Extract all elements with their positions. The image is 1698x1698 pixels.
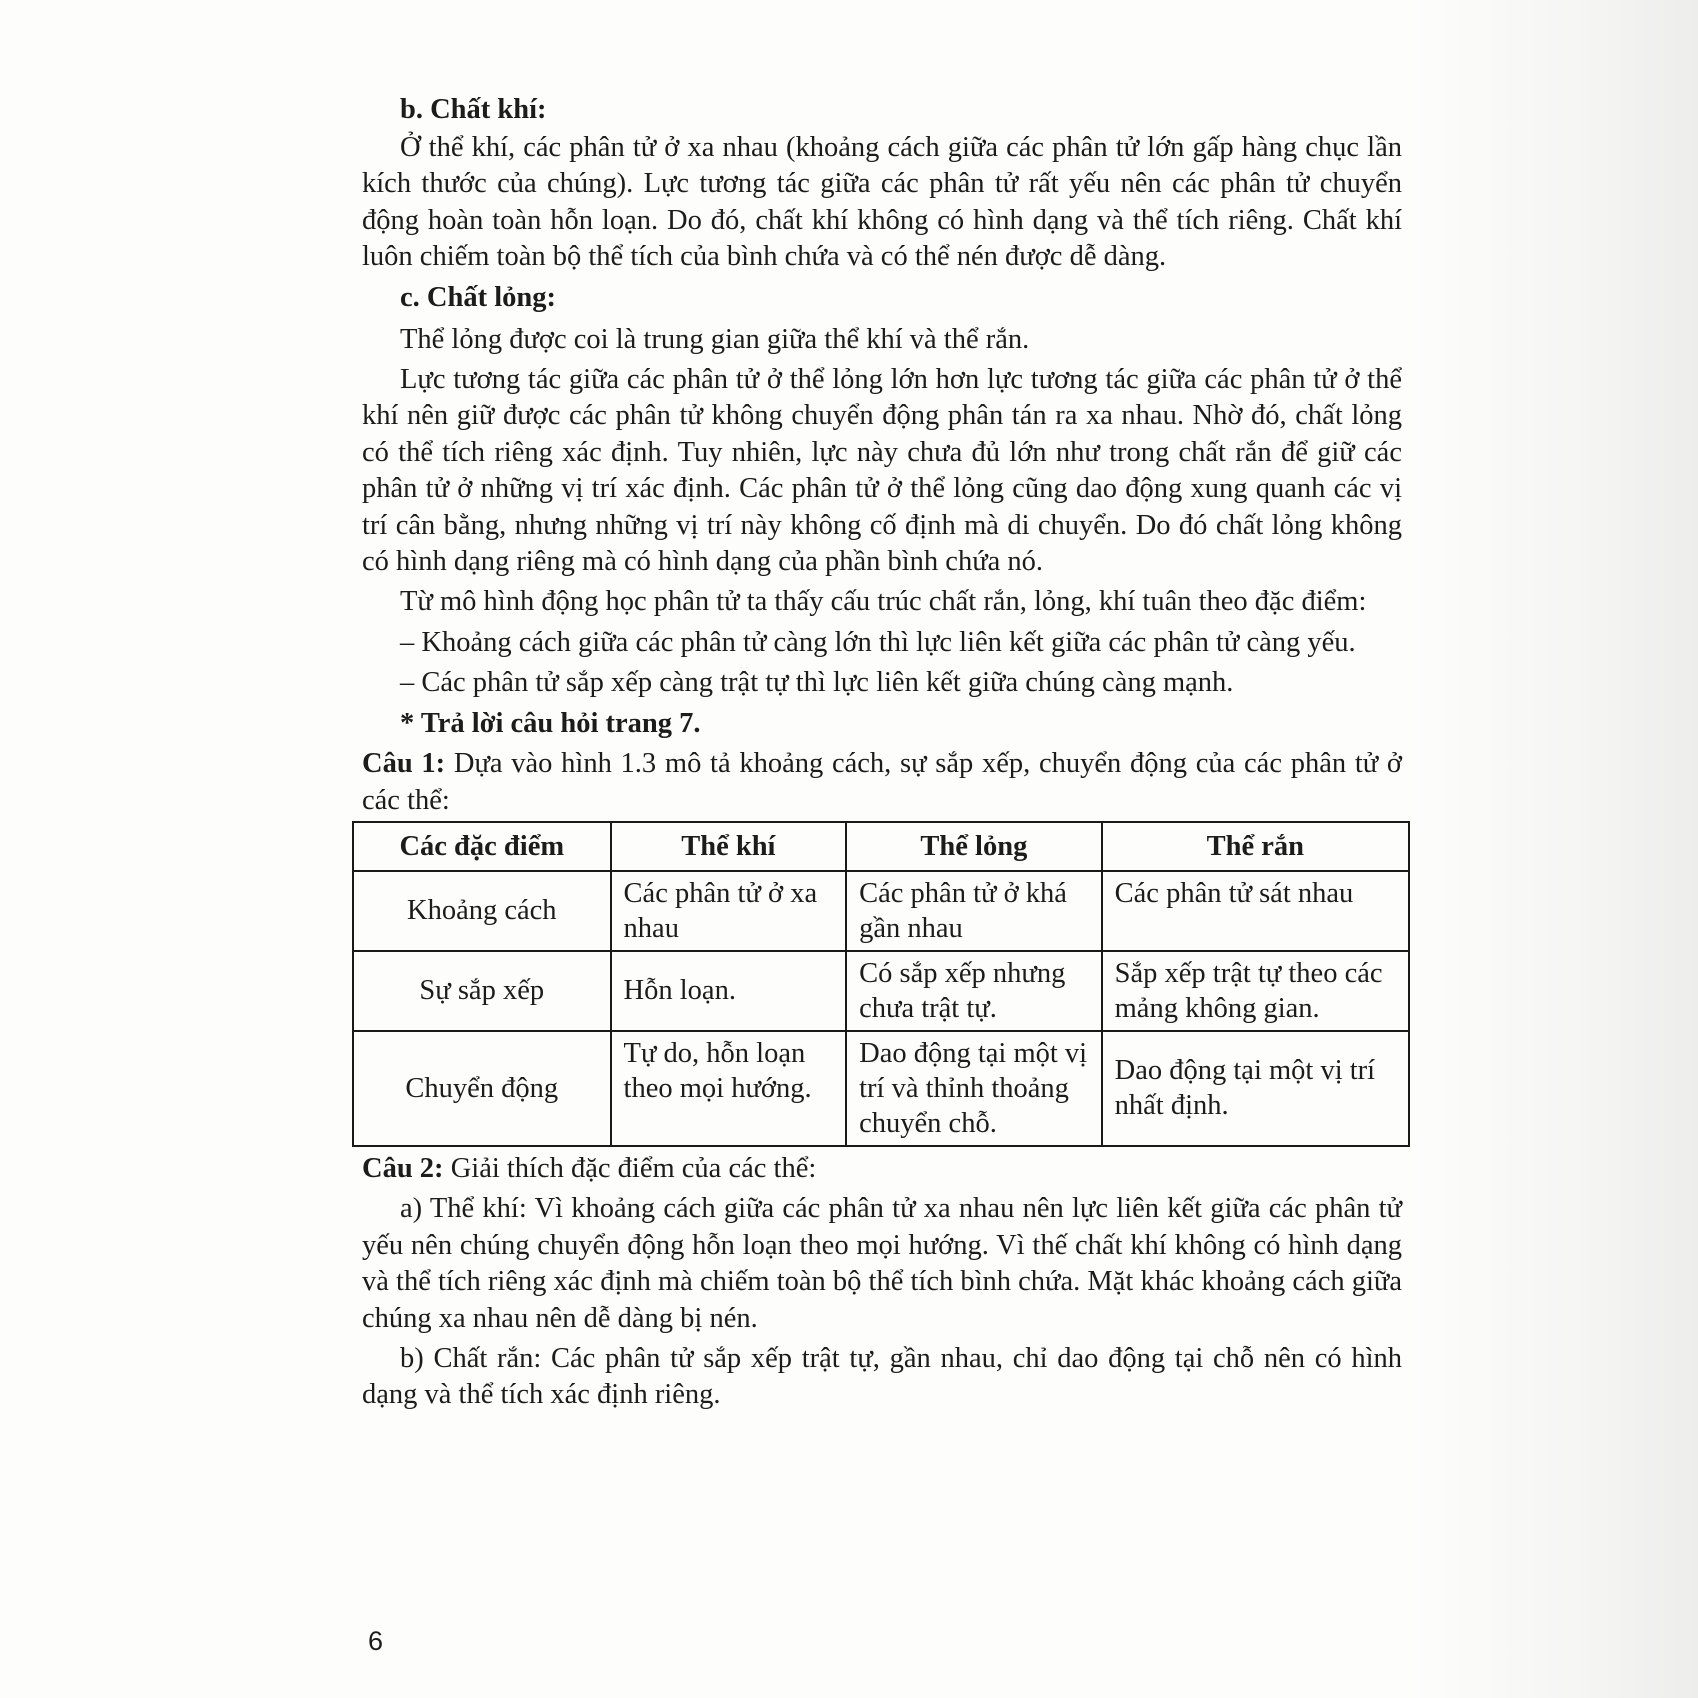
table-cell: Các phân tử ở khá gần nhau <box>846 871 1102 951</box>
section-b-heading: b. Chất khí: <box>400 94 547 125</box>
table-cell: Sắp xếp trật tự theo các mảng không gian. <box>1102 951 1409 1031</box>
answers-heading: * Trả lời câu hỏi trang 7. <box>400 707 701 739</box>
section-c-paragraph-1: Thể lỏng được coi là trung gian giữa thể khí và thể rắn. <box>400 323 1030 355</box>
bullet-distance: – Khoảng cách giữa các phân tử càng lớn thì lực liên kết giữa các phân tử càng yếu. <box>400 626 1356 658</box>
section-c-paragraph-3: Từ mô hình động học phân tử ta thấy cấu trúc chất rắn, lỏng, khí tuân theo đặc điểm: <box>400 586 1367 618</box>
table-row-label: Chuyển động <box>353 1031 611 1146</box>
table-header-cell: Thể lỏng <box>846 822 1102 871</box>
question-2 <box>362 1151 1402 1187</box>
table-cell: Các phân tử sát nhau <box>1102 871 1409 951</box>
page-content <box>362 90 1402 1414</box>
page-number: 6 <box>368 1626 384 1656</box>
table-row <box>353 951 1409 1031</box>
table-row <box>353 871 1409 951</box>
table-header-row <box>353 822 1409 871</box>
question-1-text: Dựa vào hình 1.3 mô tả khoảng cách, sự sắp xếp, chuyển động của các phân tử ở các thể: <box>362 748 1402 816</box>
table-cell: Có sắp xếp nhưng chưa trật tự. <box>846 951 1102 1031</box>
section-c-paragraph-2: Lực tương tác giữa các phân tử ở thể lỏng lớn hơn lực tương tác giữa các phân tử ở thể khí nên giữ được các phân tử không chuyển động phân tán ra xa nhau. Nhờ đó, chất lỏng có thể tích riêng xác định. Tuy nhiên, lực này chưa đủ lớn như trong chất rắn để giữ các phân tử ở những vị trí xác định. Các phân tử ở thể lỏng cũng dao động xung quanh các vị trí cân bằng, nhưng những vị trí này không cố định mà di chuyển. Do đó chất lỏng không có hình dạng riêng mà có hình dạng của phần bình chứa nó. <box>362 364 1402 578</box>
question-2-text: Giải thích đặc điểm của các thể: <box>443 1152 817 1184</box>
states-comparison-table <box>352 821 1410 1147</box>
page-edge-shadow <box>1410 0 1698 1698</box>
question-1-label: Câu 1: <box>362 748 446 780</box>
table-header-cell: Các đặc điểm <box>353 822 611 871</box>
table-cell: Hỗn loạn. <box>611 951 847 1031</box>
table-cell: Các phân tử ở xa nhau <box>611 871 847 951</box>
answer-2a: a) Thể khí: Vì khoảng cách giữa các phân tử xa nhau nên lực liên kết giữa các phân tử yếu nên chúng chuyển động hỗn loạn theo mọi hướng. Vì thế chất khí không có hình dạng và thể tích riêng xác định mà chiếm toàn bộ thể tích bình chứa. Mặt khác khoảng cách giữa chúng xa nhau nên dễ dàng bị nén. <box>362 1193 1402 1334</box>
question-2-label: Câu 2: <box>362 1152 444 1184</box>
table-row <box>353 1031 1409 1146</box>
table-header-cell: Thể rắn <box>1102 822 1409 871</box>
table-row-label: Khoảng cách <box>353 871 611 951</box>
table-cell: Tự do, hỗn loạn theo mọi hướng. <box>611 1031 847 1146</box>
table-header-cell: Thể khí <box>611 822 847 871</box>
question-1 <box>362 746 1402 819</box>
bullet-order: – Các phân tử sắp xếp càng trật tự thì lực liên kết giữa chúng càng mạnh. <box>400 667 1234 699</box>
table-cell: Dao động tại một vị trí nhất định. <box>1102 1031 1409 1146</box>
section-b-paragraph: Ở thể khí, các phân tử ở xa nhau (khoảng cách giữa các phân tử lớn gấp hàng chục lần kích thước của chúng). Lực tương tác giữa các phân tử rất yếu nên các phân tử chuyển động hoàn toàn hỗn loạn. Do đó, chất khí không có hình dạng và thể tích riêng. Chất khí luôn chiếm toàn bộ thể tích của bình chứa và có thể nén được dễ dàng. <box>362 132 1402 273</box>
table-cell: Dao động tại một vị trí và thỉnh thoảng chuyển chỗ. <box>846 1031 1102 1146</box>
answer-2b: b) Chất rắn: Các phân tử sắp xếp trật tự, gần nhau, chỉ dao động tại chỗ nên có hình dạng và thể tích xác định riêng. <box>362 1342 1402 1411</box>
table-row-label: Sự sắp xếp <box>353 951 611 1031</box>
section-c-heading: c. Chất lỏng: <box>400 281 556 313</box>
